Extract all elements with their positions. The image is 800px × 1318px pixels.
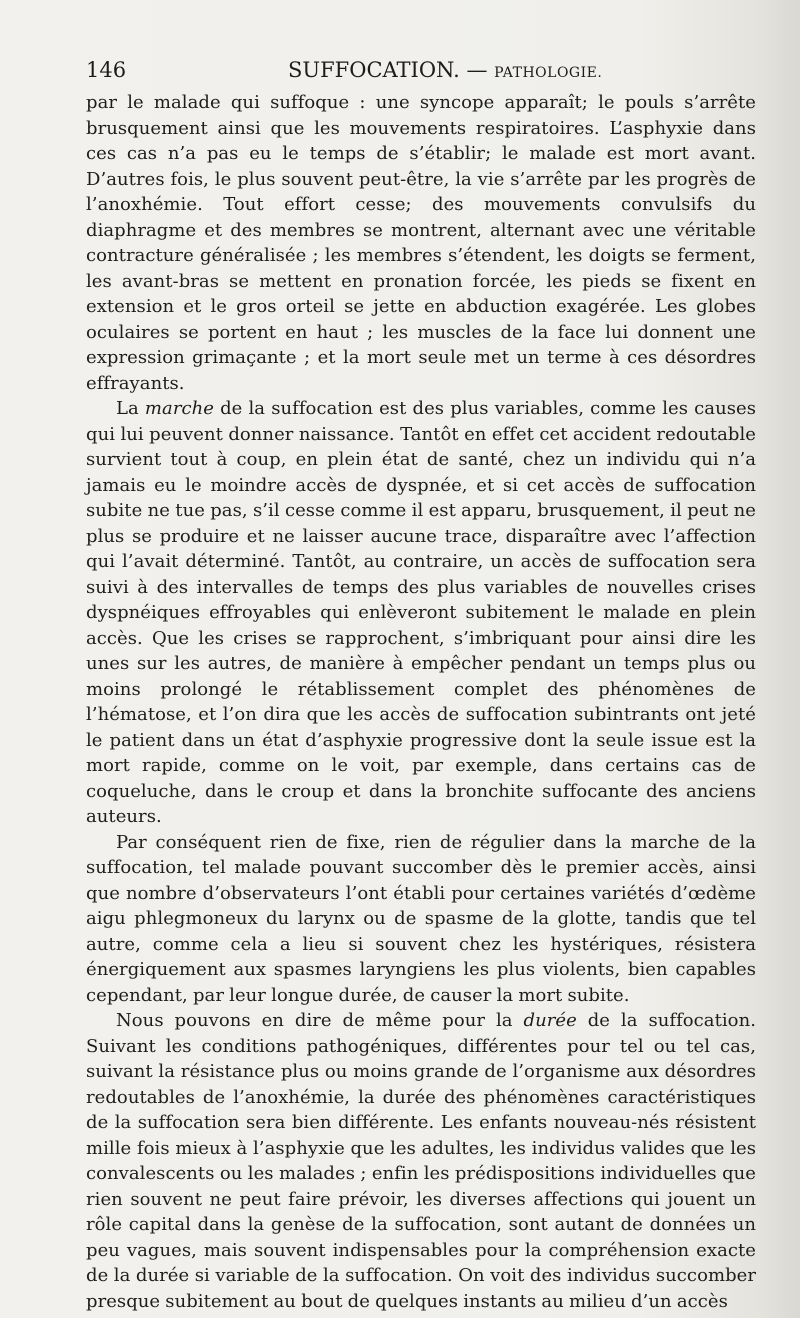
paragraph-marche: [86, 396, 756, 830]
paragraph-consequence: Par conséquent rien de fixe, rien de régulier dans la marche de la suffocation, tel malade pouvant succomber dès le premier accès, ainsi que nombre d’observateurs l’ont établi pour certaines variétés d’œdème aigu phlegmoneux du larynx ou de spasme de la glotte, tandis que tel autre, comme cela a lieu si souvent chez les hystériques, résistera énergiquement aux spasmes laryngiens les plus violents, bien capables cependant, par leur longue durée, de causer la mort subite.: [86, 831, 756, 1006]
term-marche: marche: [144, 398, 214, 419]
paragraph-marche-body: de la suffocation est des plus variables, comme les causes qui lui peuvent donner naissance. Tantôt en effet cet accident redoutable survient tout à coup, en plein état de santé, chez un individu qui n’a jamais eu le moindre accès de dyspnée, et si cet accès de suffocation subite ne tue pas, s’il cesse comme il est apparu, brusquement, il peut ne plus se produire et ne laisser aucune trace, disparaître avec l’affection qui l’avait déterminé. Tantôt, au contraire, un accès de suffocation sera suivi à des intervalles de temps des plus variables de nouvelles crises dyspnéiques effroyables qui enlèveront subitement le malade en plein accès. Que les crises se rapprochent, s’imbriquant pour ainsi dire les unes sur les autres, de manière à empêcher pendant un temps plus ou moins prolongé le rétablissement complet des phénomènes de l’hématose, et l’on dira que les accès de suffocation subintrants ont jeté le patient dans un état d’asphyxie progressive dont la seule issue est la mort rapide, comme on le voit, par exemple, dans certains cas de coqueluche, dans le croup et dans la bronchite suffocante des anciens auteurs.: [86, 398, 756, 827]
paragraph-duree: [86, 1008, 756, 1314]
title-separator: —: [466, 58, 488, 82]
section-title: PATHOLOGIE.: [494, 65, 603, 81]
running-title: [288, 58, 602, 82]
page-number: 146: [86, 58, 127, 82]
paragraph-marche-lead: La: [116, 398, 145, 419]
chapter-title: SUFFOCATION.: [288, 58, 460, 82]
term-duree: durée: [523, 1010, 577, 1031]
paragraph-continuation: par le malade qui suffoque : une syncope apparaît; le pouls s’arrête brusquement ainsi que les mouvements respiratoires. L’asphyxie dans ces cas n’a pas eu le temps de s’établir; le malade est mort avant. D’autres fois, le plus souvent peut-être, la vie s’arrête par les progrès de l’anoxhémie. Tout effort cesse; des mouvements convulsifs du diaphragme et des membres se montrent, alternant avec une véritable contracture généralisée ; les membres s’étendent, les doigts se ferment, les avant-bras se mettent en pronation forcée, les pieds se fixent en extension et le gros orteil se jette en abduction exagérée. Les globes oculaires se portent en haut ; les muscles de la face lui donnent une expression grimaçante ; et la mort seule met un terme à ces désordres effrayants.: [86, 92, 756, 394]
paragraph-duree-body: de la suffocation. Suivant les conditions pathogéniques, différentes pour tel ou tel cas, suivant la résistance plus ou moins grande de l’organisme aux désordres redoutables de l’anoxhémie, la durée des phénomènes caractéristiques de la suffocation sera bien différente. Les enfants nouveau-nés résistent mille fois mieux à l’asphyxie que les adultes, les individus valides que les convalescents ou les malades ; enfin les prédispositions individuelles que rien souvent ne peut faire prévoir, les diverses affections qui jouent un rôle capital dans la genèse de la suffocation, sont autant de données un peu vagues, mais souvent indispensables pour la compréhension exacte de la durée si variable de la suffocation. On voit des individus succomber presque subitement au bout de quelques instants au milieu d’un accès: [86, 1010, 756, 1312]
paragraph-duree-lead: Nous pouvons en dire de même pour la: [116, 1010, 524, 1031]
body-text: [86, 90, 756, 1314]
running-header: [86, 58, 756, 88]
